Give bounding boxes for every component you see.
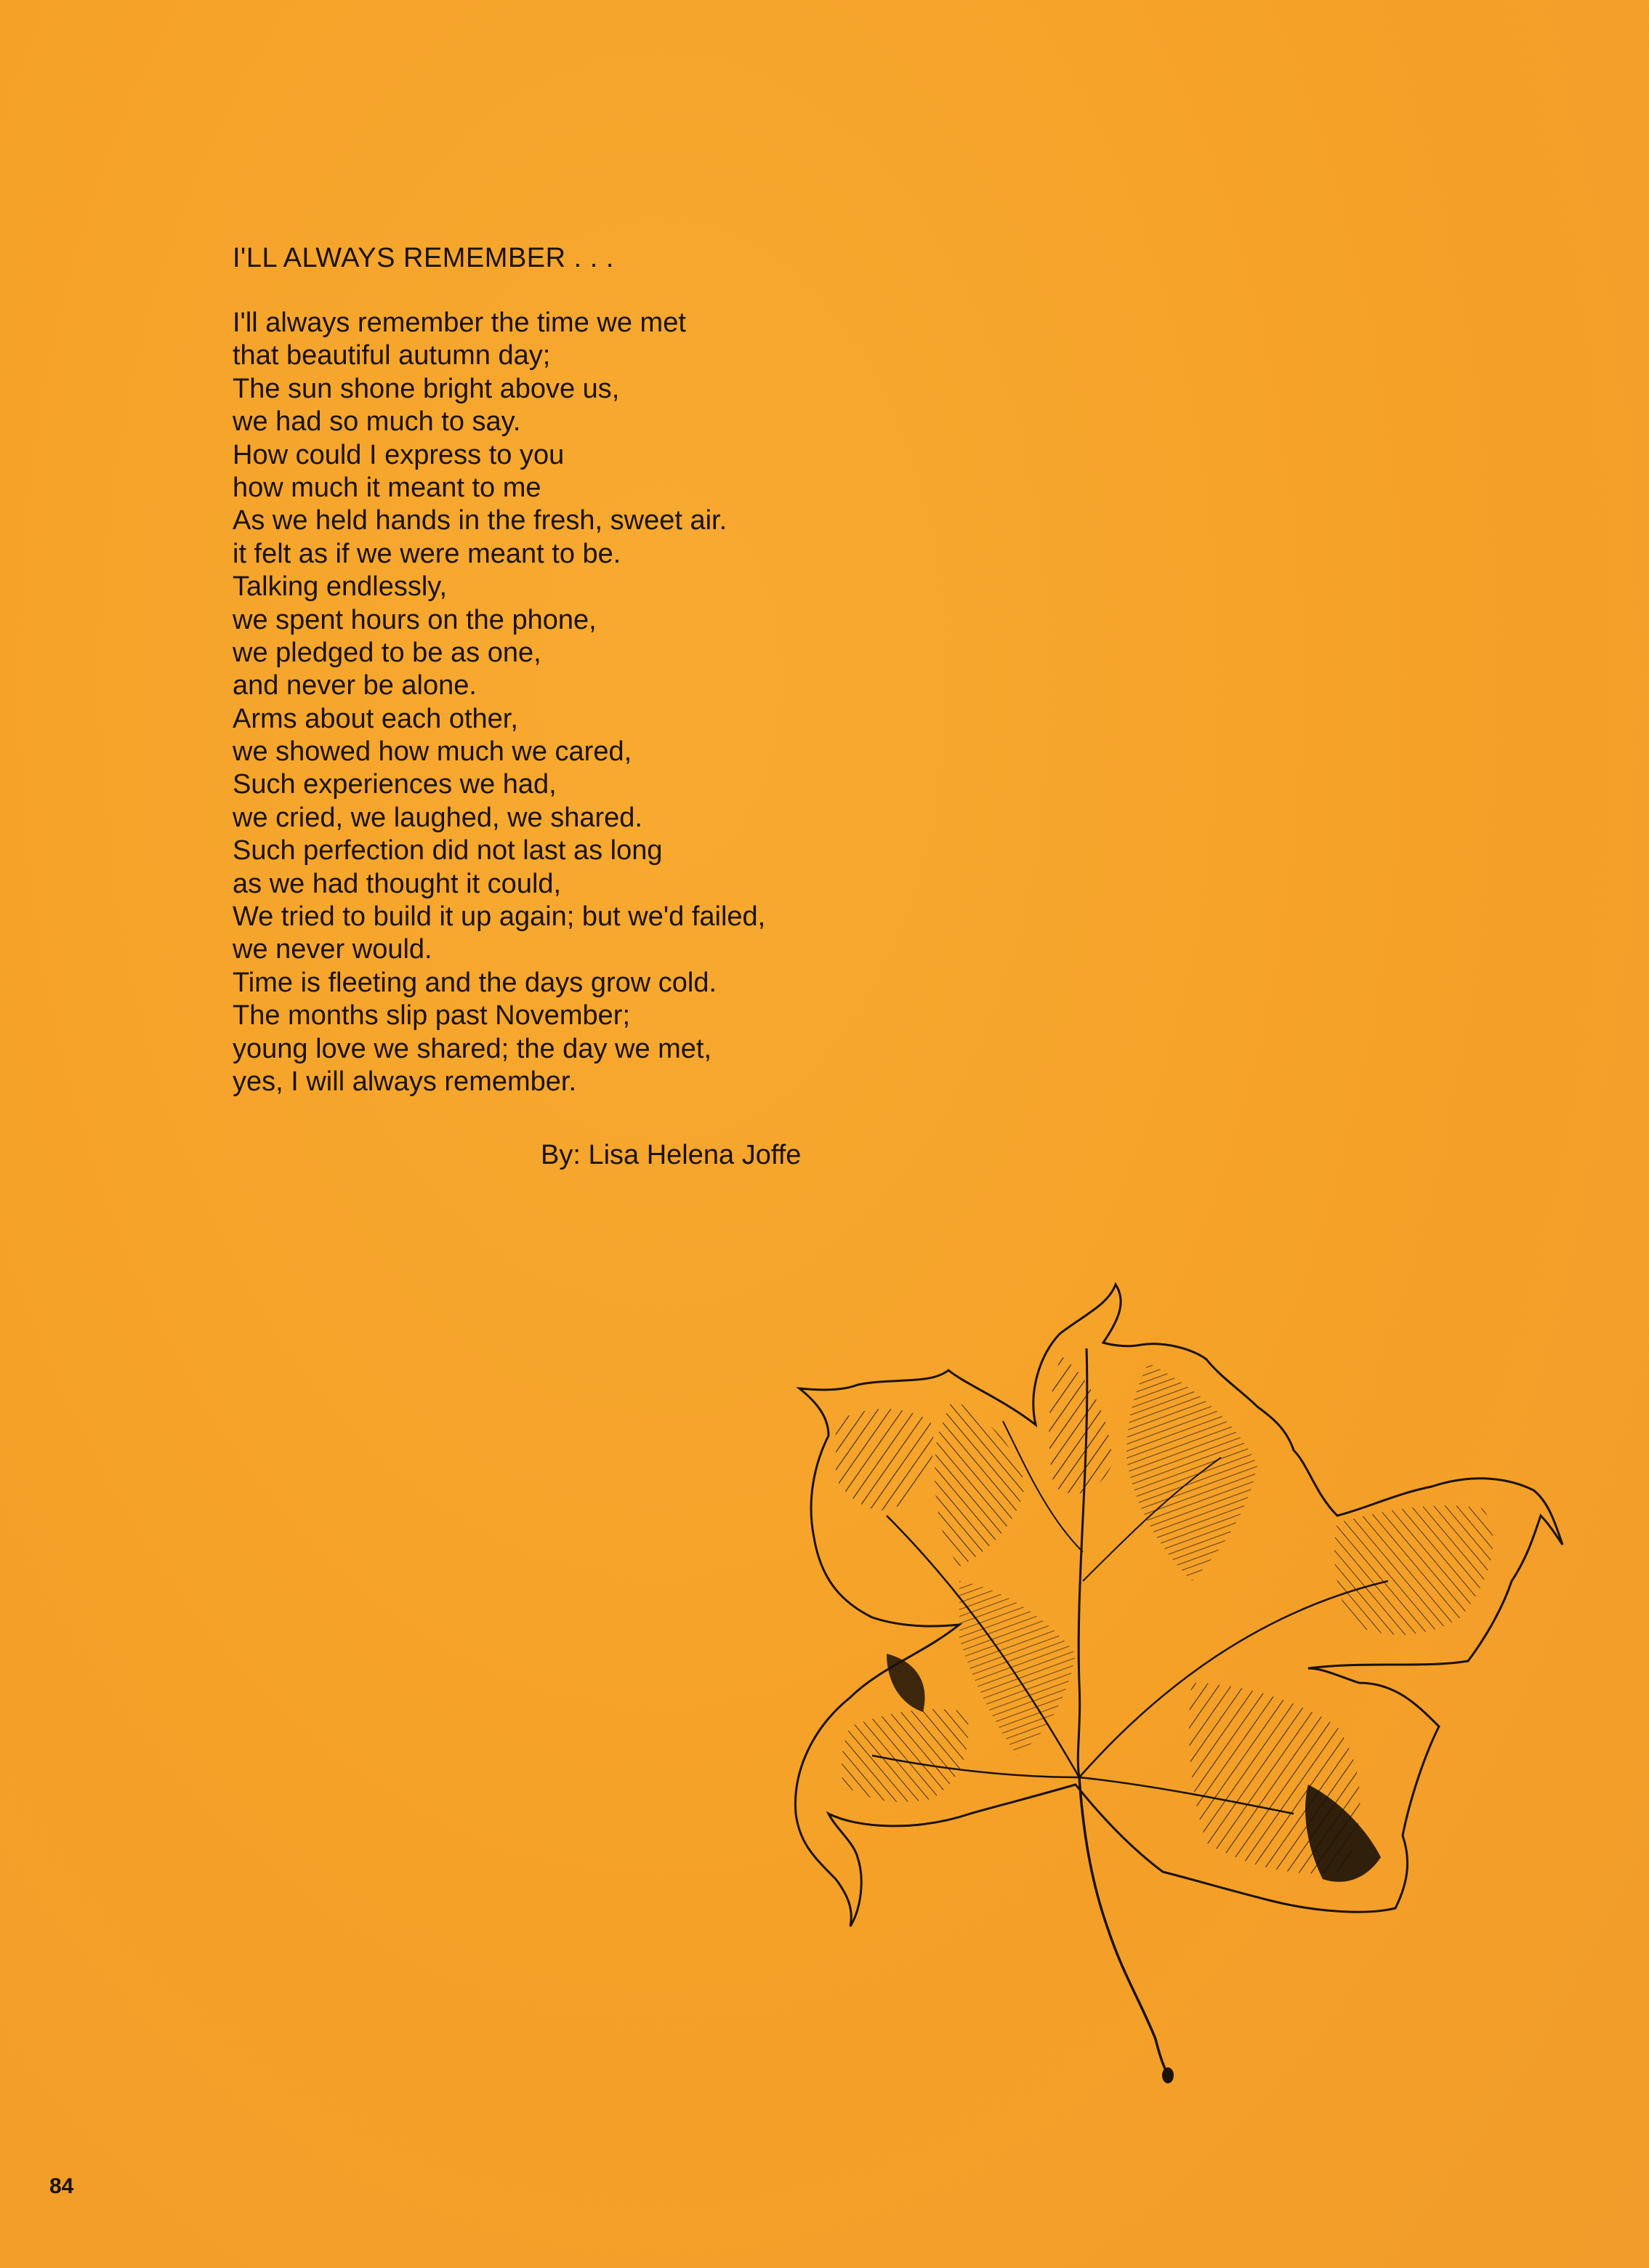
poem-line: how much it meant to me — [233, 472, 541, 503]
poem-line: The sun shone bright above us, — [233, 373, 620, 404]
leaf-shading — [1126, 1363, 1257, 1581]
poem-line: Arms about each other, — [233, 703, 518, 734]
poem-line: young love we shared; the day we met, — [233, 1033, 712, 1064]
poem-line: We tried to build it up again; but we'd failed, — [233, 901, 766, 933]
leaf-illustration — [785, 1276, 1570, 2097]
poem-line: we cried, we laughed, we shared. — [233, 802, 642, 833]
poem-line: Talking endlessly, — [233, 571, 448, 603]
leaf-shading — [842, 1709, 969, 1802]
poem-line: I'll always remember the time we met — [233, 307, 686, 338]
leaf-shading — [1049, 1356, 1112, 1494]
leaf-shading — [935, 1399, 1025, 1567]
poem-line: Time is fleeting and the days grow cold. — [233, 967, 717, 998]
poem-byline: By: Lisa Helena Joffe — [541, 1140, 802, 1170]
poem-line: The months slip past November; — [233, 1000, 631, 1032]
poem-line: Such experiences we had, — [233, 769, 557, 800]
page-number: 84 — [49, 2174, 74, 2198]
poem-line: As we held hands in the fresh, sweet air. — [233, 505, 727, 536]
poem-line: it felt as if we were meant to be. — [233, 538, 621, 569]
leaf-shading — [887, 1654, 925, 1712]
leaf-shading — [959, 1581, 1076, 1756]
poem-line: yes, I will always remember. — [233, 1066, 577, 1097]
poem-line: and never be alone. — [233, 670, 477, 701]
poem-line: How could I express to you — [233, 439, 565, 470]
leaf-shading — [836, 1409, 933, 1511]
poem-line: Such perfection did not last as long — [233, 835, 663, 866]
poem-line: we spent hours on the phone, — [233, 604, 597, 635]
poem-line: we showed how much we cared, — [233, 736, 632, 768]
poem-line: that beautiful autumn day; — [233, 340, 551, 371]
poem-line: we had so much to say. — [233, 406, 521, 438]
poem-line: as we had thought it could, — [233, 868, 562, 899]
leaf-shading — [1334, 1505, 1493, 1635]
leaf-stem — [1079, 1777, 1166, 2072]
poem-title: I'LL ALWAYS REMEMBER . . . — [233, 243, 614, 273]
leaf-stem-tip — [1162, 2067, 1174, 2083]
poem-body — [233, 307, 765, 1098]
poem-line: we pledged to be as one, — [233, 637, 541, 668]
poem-line: we never would. — [233, 934, 432, 965]
